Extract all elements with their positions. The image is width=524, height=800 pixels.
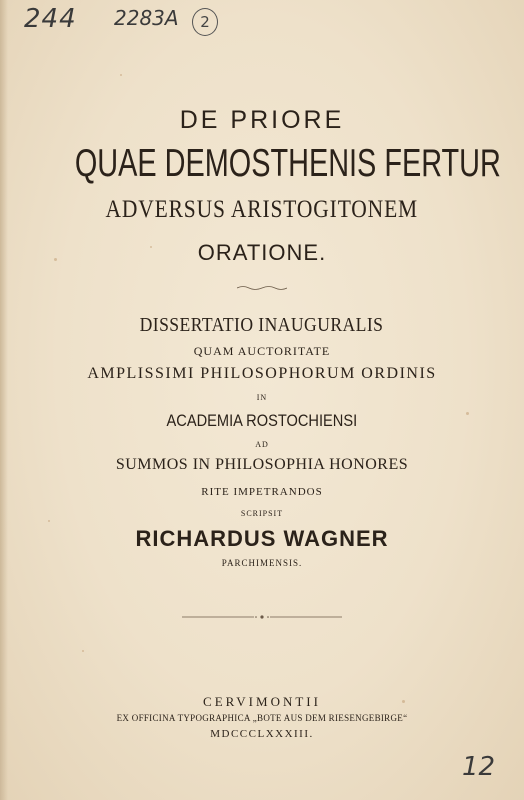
foxing-spot — [48, 520, 50, 522]
divider-rule — [0, 614, 524, 620]
title-line-1: DE PRIORE — [179, 106, 345, 134]
handwritten-shelfmark-left: 244 — [24, 4, 77, 34]
line-ad: AD — [255, 440, 269, 449]
line-scripsit: SCRIPSIT — [240, 509, 284, 518]
title-line-3: ADVERSUS ARISTOGITONEM — [105, 196, 419, 223]
line-academia: ACADEMIA ROSTOCHIENSI — [166, 411, 358, 430]
author-origin: PARCHIMENSIS. — [221, 558, 303, 568]
handwritten-shelfmark-middle: 2283A — [114, 6, 179, 30]
line-academia-wrap — [0, 411, 524, 431]
line-rite-impetrandos: RITE IMPETRANDOS — [201, 486, 323, 498]
line-amplissimi: AMPLISSIMI PHILOSOPHORUM ORDINIS — [87, 365, 437, 382]
handwritten-circled-number: 2 — [192, 8, 218, 36]
foxing-spot — [82, 650, 84, 652]
title-line-3-wrap — [0, 196, 524, 224]
line-summos: SUMMOS IN PHILOSOPHIA HONORES — [115, 456, 409, 473]
author-name: RICHARDUS WAGNER — [135, 526, 389, 551]
dissertation-heading-wrap — [0, 314, 524, 337]
imprint-printer: EX OFFICINA TYPOGRAPHICA „BOTE AUS DEM RIESENGEBIRGE“ — [116, 713, 408, 723]
handwritten-corner-note: 12 — [462, 752, 496, 782]
title-line-2-wrap — [0, 142, 524, 186]
imprint-year: MDCCCLXXXIII. — [210, 728, 314, 740]
title-line-2: QUAE DEMOSTHENIS FERTUR — [74, 142, 501, 185]
title-line-4: ORATIONE. — [197, 240, 327, 265]
line-quam-auctoritate: QUAM AUCTORITATE — [193, 344, 331, 358]
line-in: IN — [256, 393, 268, 402]
dissertation-heading: DISSERTATIO INAUGURALIS — [140, 314, 384, 336]
imprint-city: CERVIMONTII — [203, 694, 321, 709]
ornament-small — [0, 285, 524, 291]
foxing-spot — [120, 74, 122, 76]
